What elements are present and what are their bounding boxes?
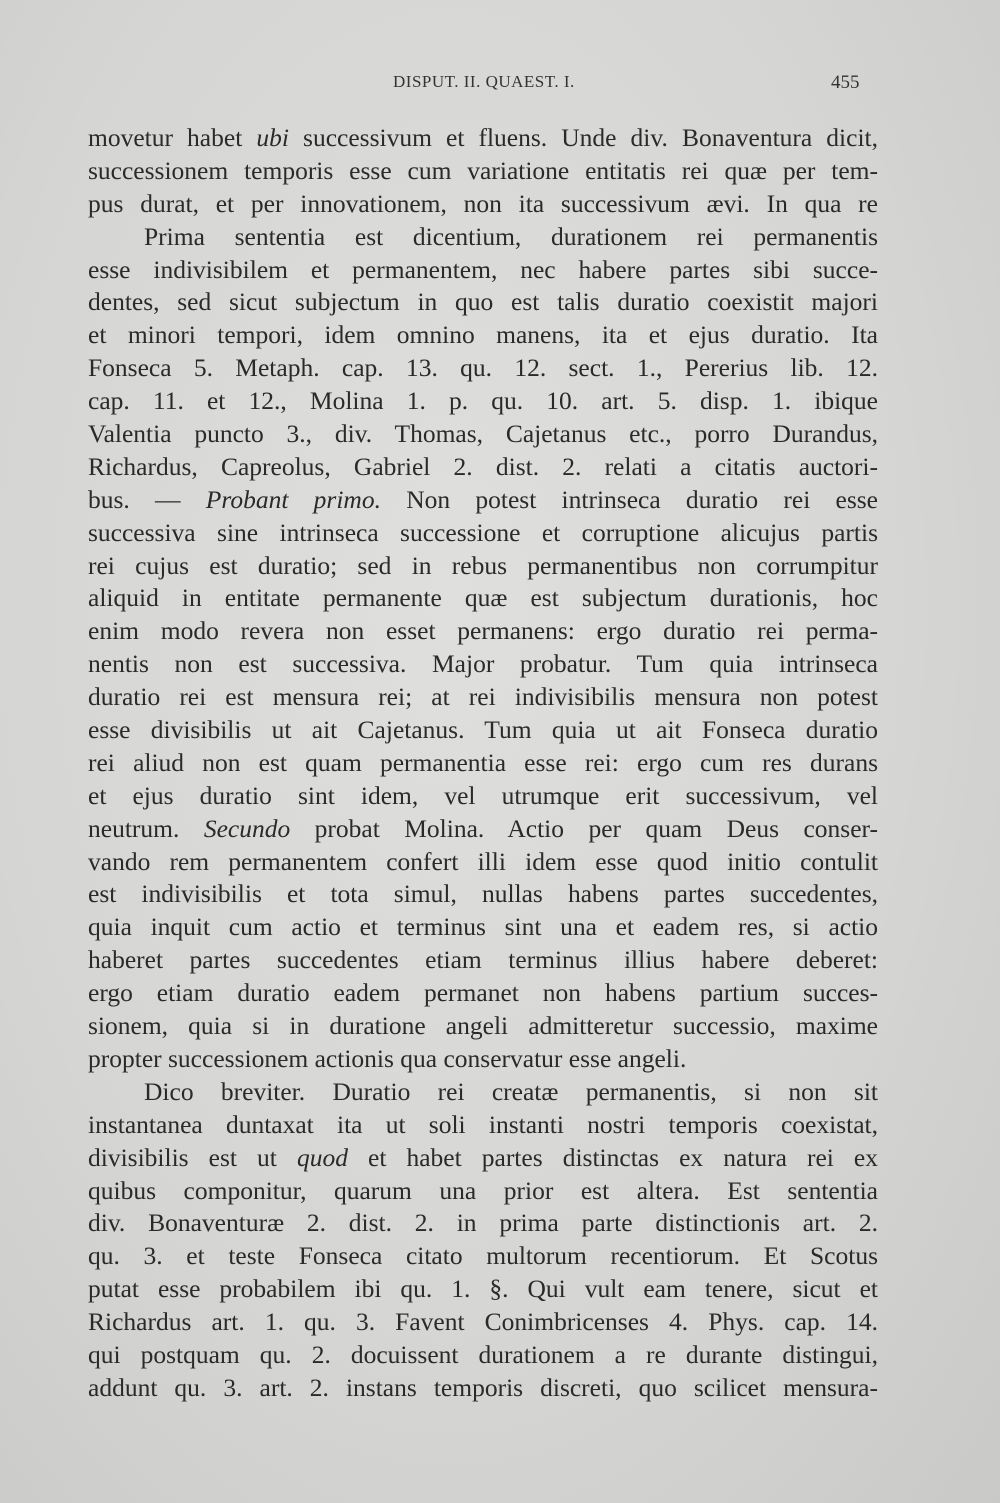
italic-text: Secundo [203,813,291,843]
text-line [88,1273,878,1306]
text-line [88,385,878,418]
text-segment: pus durat, et per innovationem, non ita successivum ævi. In qua re [88,188,878,218]
text-line [88,1306,878,1339]
text-line [88,1142,878,1175]
text-line [88,681,878,714]
text-segment: qu. 3. et teste Fonseca citato multorum recentiorum. Et Scotus [88,1241,878,1271]
text-segment: qui postquam qu. 2. docuissent durationem a re durante distingui, [88,1339,878,1369]
text-segment: haberet partes succedentes etiam terminus illius habere deberet: [88,945,878,975]
page-number: 455 [831,72,860,93]
text-segment: neutrum. [88,813,204,843]
text-segment: cap. 11. et 12., Molina 1. p. qu. 10. art. 5. disp. 1. ibique [88,386,878,416]
text-segment: Prima sententia est dicentium, durationem rei permanentis [144,221,878,251]
text-line [88,813,878,846]
text-line [88,911,878,944]
text-segment: Dico breviter. Duratio rei creatæ permanentis, si non sit [144,1076,878,1106]
text-line [88,451,878,484]
text-segment: nentis non est successiva. Major probatur. Tum quia intrinseca [88,649,878,679]
text-line [88,615,878,648]
text-line [88,878,878,911]
text-line [88,254,878,287]
text-line [88,319,878,352]
text-segment: dentes, sed sicut subjectum in quo est talis duratio coexistit majori [88,287,878,317]
text-segment: enim modo revera non esset permanens: ergo duratio rei perma- [88,616,878,646]
text-segment: probat Molina. Actio per quam Deus conser- [290,813,878,843]
text-line [88,1372,878,1405]
text-line [88,550,878,583]
text-line [88,418,878,451]
text-segment: et habet partes distinctas ex natura rei ex [347,1142,878,1172]
text-line [88,1175,878,1208]
text-line [88,648,878,681]
text-line [88,122,878,155]
text-line [88,484,878,517]
text-segment: esse indivisibilem et permanentem, nec habere partes sibi succe- [88,254,878,284]
italic-text: ubi [256,123,289,152]
text-line [88,944,878,977]
text-segment: Non potest intrinseca duratio rei esse [380,484,878,514]
text-line [88,1240,878,1273]
text-line [88,352,878,385]
text-segment: instantanea duntaxat ita ut soli instanti nostri temporis coexistat, [88,1109,878,1139]
text-segment: putat esse probabilem ibi qu. 1. §. Qui vult eam tenere, sicut et [88,1274,878,1304]
text-segment: est indivisibilis et tota simul, nullas habens partes succedentes, [88,879,878,909]
text-segment: et ejus duratio sint idem, vel utrumque erit successivum, vel [88,780,878,810]
text-line [88,1076,878,1109]
text-segment: duratio rei est mensura rei; at rei indivisibilis mensura non potest [88,682,878,712]
text-segment: esse divisibilis ut ait Cajetanus. Tum quia ut ait Fonseca duratio [88,715,878,745]
text-line [88,977,878,1010]
text-line [88,1109,878,1142]
text-segment: quibus componitur, quarum una prior est altera. Est sententia [88,1175,878,1205]
text-line [88,155,878,188]
body-text [88,122,878,1405]
text-line [88,582,878,615]
text-line [88,188,878,221]
italic-text: quod [296,1142,348,1172]
text-line [88,286,878,319]
text-line [88,517,878,550]
text-line [88,221,878,254]
text-line [88,1207,878,1240]
text-segment: Richardus, Capreolus, Gabriel 2. dist. 2. relati a citatis auctori- [88,451,878,481]
text-segment: ergo etiam duratio eadem permanet non habens partium succes- [88,978,878,1008]
text-line [88,1339,878,1372]
text-segment: vando rem permanentem confert illi idem esse quod initio contulit [88,846,878,876]
text-segment: aliquid in entitate permanente quæ est subjectum durationis, hoc [88,583,878,613]
running-title: DISPUT. II. QUAEST. I. [393,72,575,91]
text-segment: quia inquit cum actio et terminus sint una et eadem res, si actio [88,912,878,942]
text-segment: successiva sine intrinseca successione et corruptione alicujus partis [88,517,878,547]
text-segment: sionem, quia si in duratione angeli admitteretur successio, maxime [88,1011,878,1041]
text-line [88,1043,878,1076]
text-segment: successionem temporis esse cum variatione entitatis rei quæ per tem- [88,155,878,185]
text-segment: Richardus art. 1. qu. 3. Favent Conimbricenses 4. Phys. cap. 14. [88,1307,878,1337]
text-line [88,714,878,747]
text-segment: Valentia puncto 3., div. Thomas, Cajetanus etc., porro Durandus, [88,419,878,449]
text-segment: addunt qu. 3. art. 2. instans temporis discreti, quo scilicet mensura- [88,1372,878,1402]
text-line [88,1010,878,1043]
text-segment: div. Bonaventuræ 2. dist. 2. in prima parte distinctionis art. 2. [88,1208,878,1238]
text-segment: rei aliud non est quam permanentia esse rei: ergo cum res durans [88,747,878,777]
text-segment: et minori tempori, idem omnino manens, ita et ejus duratio. Ita [88,320,878,350]
text-segment: propter successionem actionis qua conservatur esse angeli. [88,1043,687,1073]
running-head [0,72,1000,102]
text-line [88,747,878,780]
italic-text: Probant primo. [205,484,381,514]
text-segment: bus. — [88,484,206,514]
text-segment: rei cujus est duratio; sed in rebus permanentibus non corrumpitur [88,550,878,580]
text-segment: Fonseca 5. Metaph. cap. 13. qu. 12. sect. 1., Pererius lib. 12. [88,353,878,383]
text-line [88,780,878,813]
text-segment: divisibilis est ut [88,1142,297,1172]
text-segment: successivum et fluens. Unde div. Bonaventura dicit, [288,123,878,152]
text-line [88,846,878,879]
text-segment: movetur habet [88,123,257,152]
